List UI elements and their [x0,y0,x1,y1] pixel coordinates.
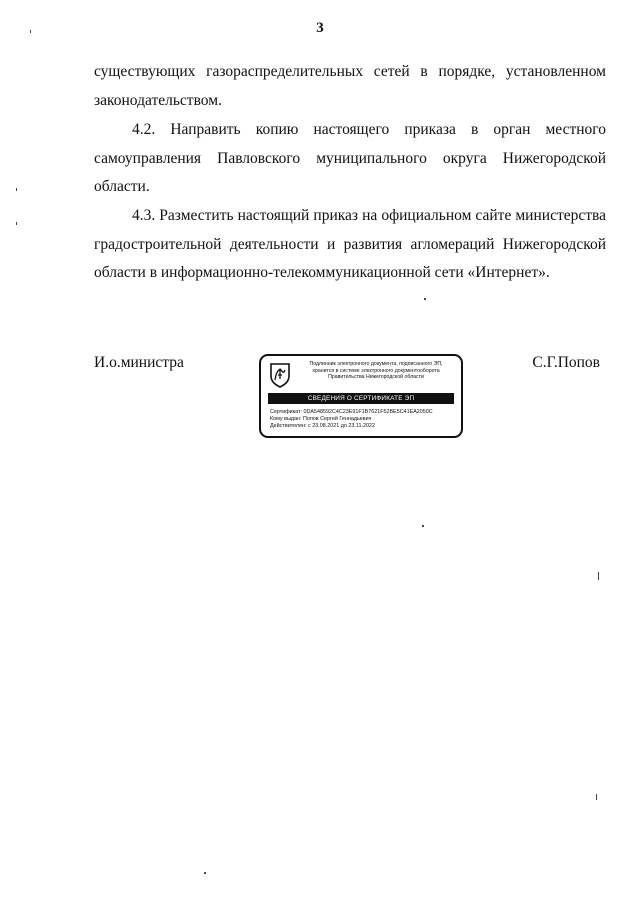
electronic-signature-stamp [259,354,463,438]
scan-speck [204,872,206,874]
stamp-header [293,361,459,381]
stamp-details [270,409,433,430]
paragraph-continuation: существующих газораспределительных сетей в порядке, установленном законодательством. [94,63,606,109]
stamp-certificate-bar: СВЕДЕНИЯ О СЕРТИФИКАТЕ ЭП [268,393,454,404]
stamp-validity: Действителен: с 23.08.2021 до 23.11.2022 [270,423,375,429]
signatory-position: И.о.министра [94,354,184,371]
scan-speck [598,572,599,580]
stamp-certificate-id: Сертификат: 0DA548592C4C23E91F1B7621F52BE5C41EA2050C [270,409,433,415]
signatory-name: С.Г.Попов [532,354,600,371]
paragraph-4-2: 4.2. Направить копию настоящего приказа в орган местного самоуправления Павловского муниципального округа Нижегородской области. [94,121,606,195]
scan-speck [16,188,17,191]
stamp-header-line: хранится в системе электронного документооборота [312,367,440,374]
scan-speck [16,222,17,225]
stamp-issued-to: Кому выдан: Попов Сергей Геннадьевич [270,416,372,422]
paragraph-4-3: 4.3. Разместить настоящий приказ на официальном сайте министерства градостроительной деятельности и развития агломераций Нижегородской области в информационно-телекоммуникационной сети «Интернет». [94,207,606,281]
stamp-header-line: Подлинник электронного документа, подписанного ЭП, [309,361,443,367]
scan-speck [422,525,424,527]
scan-speck [596,794,597,800]
scan-speck [424,298,426,300]
page-number: 3 [316,20,324,36]
scan-speck [30,30,31,33]
stamp-header-line: Правительства Нижегородской области [328,374,424,381]
coat-of-arms-icon [269,362,291,388]
